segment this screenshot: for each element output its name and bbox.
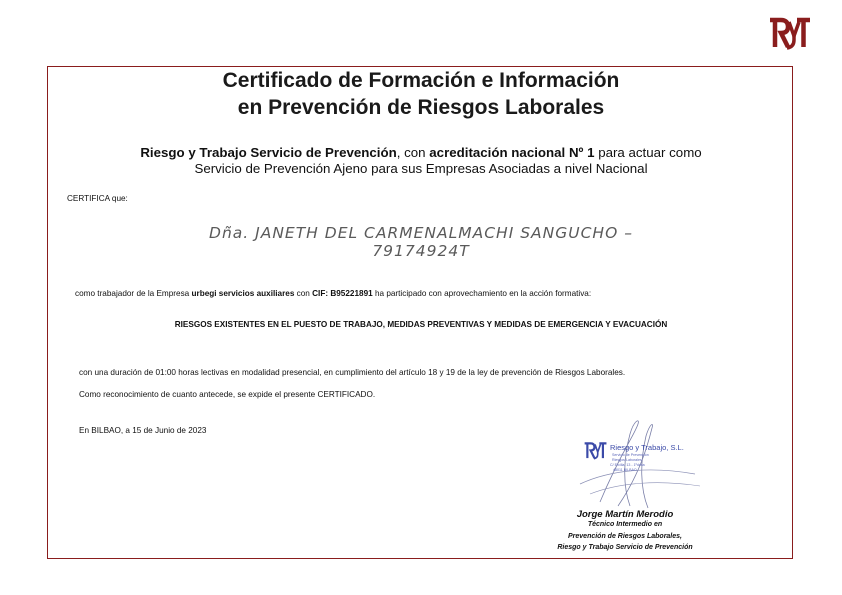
worker-suffix: ha participado con aprovechamiento en la acción formativa:: [372, 289, 592, 298]
worker-mid: con: [294, 289, 313, 298]
stamp-logo: [583, 440, 607, 462]
intro-org: Riesgo y Trabajo Servicio de Prevención: [140, 145, 397, 160]
stamp-line: 48011 BILBAO: [613, 468, 637, 472]
recognition-statement: Como reconocimiento de cuanto antecede, se expide el presente CERTIFICADO.: [79, 390, 376, 399]
person-name-line1: Dña. JANETH DEL CARMENALMACHI SANGUCHO –: [209, 224, 633, 242]
intro-paragraph: [60, 145, 782, 177]
person-name-line2: 79174924T: [372, 242, 470, 260]
stamp-line: Riesgos Laborales: [612, 458, 642, 462]
signatory-role-line3: Riesgo y Trabajo Servicio de Prevención: [557, 544, 693, 551]
stamp-line: C/ Ercilla, 13 - 1ºdcha: [610, 463, 645, 467]
intro-text1: , con: [396, 145, 430, 160]
intro-accreditation: acreditación nacional Nº 1: [429, 145, 595, 160]
intro-line2: Servicio de Prevención Ajeno para sus Empresas Asociadas a nivel Nacional: [194, 161, 648, 176]
certifica-label: CERTIFICA que:: [67, 194, 128, 203]
signatory-role-line2: Prevención de Riesgos Laborales,: [568, 533, 682, 540]
course-title: RIESGOS EXISTENTES EN EL PUESTO DE TRABAJO, MEDIDAS PREVENTIVAS Y MEDIDAS DE EMERGENCIA Y EVACUACIÓN: [174, 320, 668, 329]
stamp-line: Servicio de Prevención: [612, 453, 649, 457]
ryt-logo: [767, 14, 811, 54]
stamp-company: Riesgo y Trabajo, S.L.: [610, 443, 684, 452]
worker-company: urbegi servicios auxiliares: [191, 289, 295, 298]
worker-prefix: como trabajador de la Empresa: [75, 289, 192, 298]
worker-statement: [75, 289, 591, 299]
signatory-role-line1: Técnico Intermedio en: [587, 521, 663, 528]
duration-statement: con una duración de 01:00 horas lectivas en modalidad presencial, en cumplimiento del artículo 18 y 19 de la ley de prevención de Riesgos Laborales.: [79, 368, 626, 377]
signatory-name: Jorge Martín Merodio: [576, 509, 674, 520]
place-date: En BILBAO, a 15 de Junio de 2023: [79, 426, 207, 435]
certificate-title-line1: Certificado de Formación e Información: [222, 69, 620, 92]
certificate-title-line2: en Prevención de Riesgos Laborales: [237, 96, 605, 119]
worker-cif: CIF: B95221891: [312, 289, 373, 298]
intro-text2: para actuar como: [594, 145, 702, 160]
